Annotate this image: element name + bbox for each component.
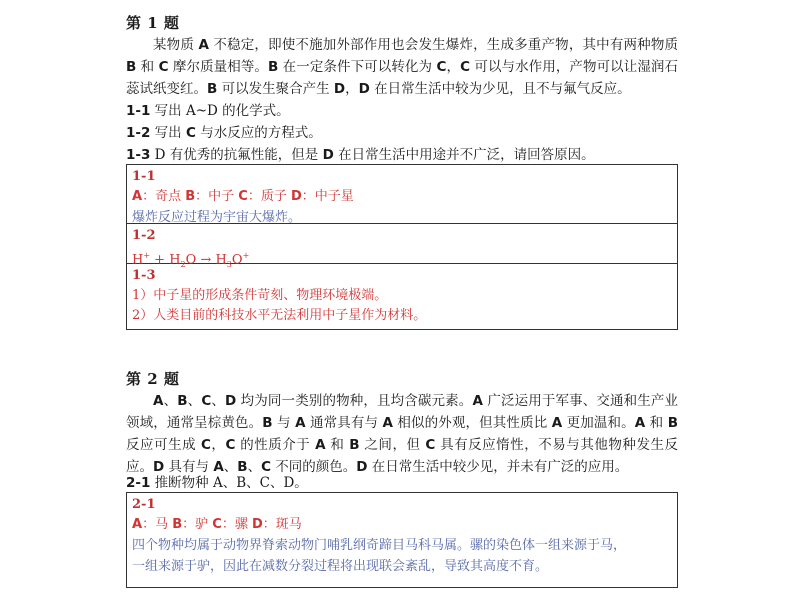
text-run: 和	[645, 415, 668, 431]
emphasis-letter: C	[212, 517, 222, 532]
emphasis-letter: D	[333, 81, 346, 97]
text-run: 在日常生活中较少见，并未有广泛的应用。	[367, 459, 629, 475]
answer-line	[132, 187, 672, 207]
text-run: 不稳定，即使不施加外部作用也会发生爆炸，生成多重产物，其中有两种物质	[208, 37, 679, 53]
emphasis-letter: C	[425, 437, 436, 453]
emphasis-letter: C	[238, 189, 248, 204]
emphasis-letter: B	[349, 437, 360, 453]
emphasis-letter: A	[295, 415, 306, 431]
emphasis-letter: B	[262, 415, 273, 431]
sub-number: 2-1	[126, 475, 151, 491]
answer-line: 2）人类目前的科技水平无法利用中子星作为材料。	[132, 308, 427, 323]
question-2-answer-box	[126, 492, 678, 588]
question-2-stem	[126, 390, 678, 478]
emphasis-letter: C	[436, 59, 447, 75]
question-1-3	[126, 144, 595, 166]
emphasis-letter: A	[198, 37, 209, 53]
text-run: 具有反应惰性，不易与其他物种发生反应。	[126, 437, 679, 475]
text-run: 、	[211, 393, 226, 409]
sub-text: D 有优秀的抗氟性能，但是	[150, 147, 323, 163]
text-run: ，	[446, 59, 461, 75]
emphasis-letter: C	[261, 459, 271, 475]
sub-text: 在日常生活中用途并不广泛，请回答原因。	[333, 147, 595, 163]
answer-cell-2-1	[127, 493, 677, 587]
text-run: ，	[345, 81, 359, 97]
sub-bold: D	[322, 147, 334, 163]
text-run: 在日常生活中较为少见，且不与氟气反应。	[369, 81, 631, 97]
question-1-answer-box	[126, 164, 678, 330]
question-2-1	[126, 472, 308, 494]
text-run: 、	[163, 393, 178, 409]
text-run: 和	[325, 437, 350, 453]
sub-text: 写出 A~D 的化学式。	[150, 103, 290, 119]
question-1-stem	[126, 34, 678, 100]
text-run: 不同的颜色。	[270, 459, 357, 475]
text-run: 和	[136, 59, 159, 75]
emphasis-letter: A	[634, 415, 646, 431]
eq-sub: 2	[180, 259, 186, 269]
emphasis-letter: A	[551, 415, 563, 431]
emphasis-letter: B	[207, 81, 218, 97]
text-run: 在一定条件下可以转化为	[278, 59, 437, 75]
emphasis-letter: C	[158, 59, 169, 75]
eq-part: + H	[150, 252, 181, 268]
text-run: 通常具有与	[305, 415, 383, 431]
text-run: ，	[210, 437, 226, 453]
text-run: ：斑马	[262, 517, 302, 532]
answer-label: 2-1	[132, 497, 156, 512]
answer-label: 1-3	[132, 268, 156, 283]
text-run: 广泛运用于军事、交通和生产业领域，通常呈棕黄色。	[126, 393, 679, 431]
emphasis-letter: C	[460, 59, 470, 75]
answer-label: 1-1	[132, 169, 156, 184]
emphasis-letter: B	[237, 459, 248, 475]
emphasis-letter: D	[356, 459, 368, 475]
text-run: 反应可生成	[126, 437, 201, 453]
text-run: 可以发生聚合产生	[217, 81, 334, 97]
text-run: ：质子	[247, 189, 291, 204]
text-run: 的性质介于	[235, 437, 316, 453]
emphasis-letter: A	[472, 393, 483, 409]
text-run: 可以与水作用，产物可以让湿润石蕊试纸变红。	[126, 59, 679, 97]
question-1-2	[126, 122, 322, 144]
question-1-title: 第 1 题	[126, 14, 180, 32]
eq-sup: +	[143, 251, 151, 260]
sub-number: 1-1	[126, 103, 151, 119]
emphasis-letter: A	[132, 517, 143, 532]
emphasis-letter: A	[382, 415, 393, 431]
sub-text: 与水反应的方程式。	[195, 125, 322, 141]
answer-label: 1-2	[132, 228, 156, 243]
answer-cell-1-1	[127, 165, 677, 224]
text-run: 、	[187, 393, 202, 409]
emphasis-letter: C	[200, 437, 211, 453]
text-run: 均为同一类别的物种，且均含碳元素。	[236, 393, 473, 409]
text-run: 某物质	[153, 37, 199, 53]
sub-number: 1-3	[126, 147, 151, 163]
answer-line	[132, 515, 672, 535]
eq-sup: +	[242, 251, 250, 260]
answer-cell-1-2	[127, 224, 677, 269]
question-1-1	[126, 100, 290, 122]
text-run: 具有与	[164, 459, 214, 475]
text-run: ：驴	[182, 517, 213, 532]
text-run: ：马	[142, 517, 173, 532]
eq-part: O → H	[185, 252, 227, 268]
emphasis-letter: D	[251, 517, 263, 532]
emphasis-letter: B	[268, 59, 279, 75]
emphasis-letter: A	[132, 189, 143, 204]
emphasis-letter: C	[201, 393, 212, 409]
emphasis-letter: A	[213, 459, 224, 475]
emphasis-letter: B	[185, 189, 196, 204]
sub-number: 1-2	[126, 125, 151, 141]
emphasis-letter: D	[358, 81, 370, 97]
emphasis-letter: B	[177, 393, 188, 409]
text-run: 、	[223, 459, 238, 475]
answer-note: 四个物种均属于动物界脊索动物门哺乳纲奇蹄目马科马属。骡的染色体一组来源于马，	[132, 538, 627, 553]
text-run: 更加温和。	[562, 415, 635, 431]
answer-line: 1）中子星的形成条件苛刻、物理环境极端。	[132, 288, 388, 303]
text-run: ：骡	[221, 517, 252, 532]
sub-text: 推断物种 A、B、C、D。	[150, 475, 308, 491]
emphasis-letter: D	[290, 189, 302, 204]
text-run: 与	[272, 415, 296, 431]
eq-part: H	[132, 252, 144, 268]
emphasis-letter: B	[172, 517, 183, 532]
text-run: ：中子星	[301, 189, 354, 204]
sub-bold: C	[185, 125, 196, 141]
emphasis-letter: A	[153, 393, 164, 409]
text-run: 、	[247, 459, 262, 475]
emphasis-letter: B	[126, 59, 137, 75]
text-run: 相似的外观，但其性质比	[392, 415, 552, 431]
emphasis-letter: D	[153, 459, 165, 475]
emphasis-letter: B	[667, 415, 679, 431]
eq-part: O	[231, 252, 243, 268]
emphasis-letter: C	[225, 437, 236, 453]
emphasis-letter: D	[225, 393, 237, 409]
text-run: ：中子	[195, 189, 239, 204]
answer-note: 爆炸反应过程为宇宙大爆炸。	[132, 210, 302, 225]
answer-note: 一组来源于驴，因此在减数分裂过程将出现联会紊乱，导致其高度不育。	[132, 559, 549, 574]
emphasis-letter: A	[315, 437, 326, 453]
question-2-title: 第 2 题	[126, 370, 180, 388]
text-run: 摩尔质量相等。	[168, 59, 269, 75]
sub-text: 写出	[150, 125, 186, 141]
eq-sub: 3	[226, 259, 232, 269]
text-run: 之间，但	[359, 437, 426, 453]
text-run: ：奇点	[142, 189, 186, 204]
